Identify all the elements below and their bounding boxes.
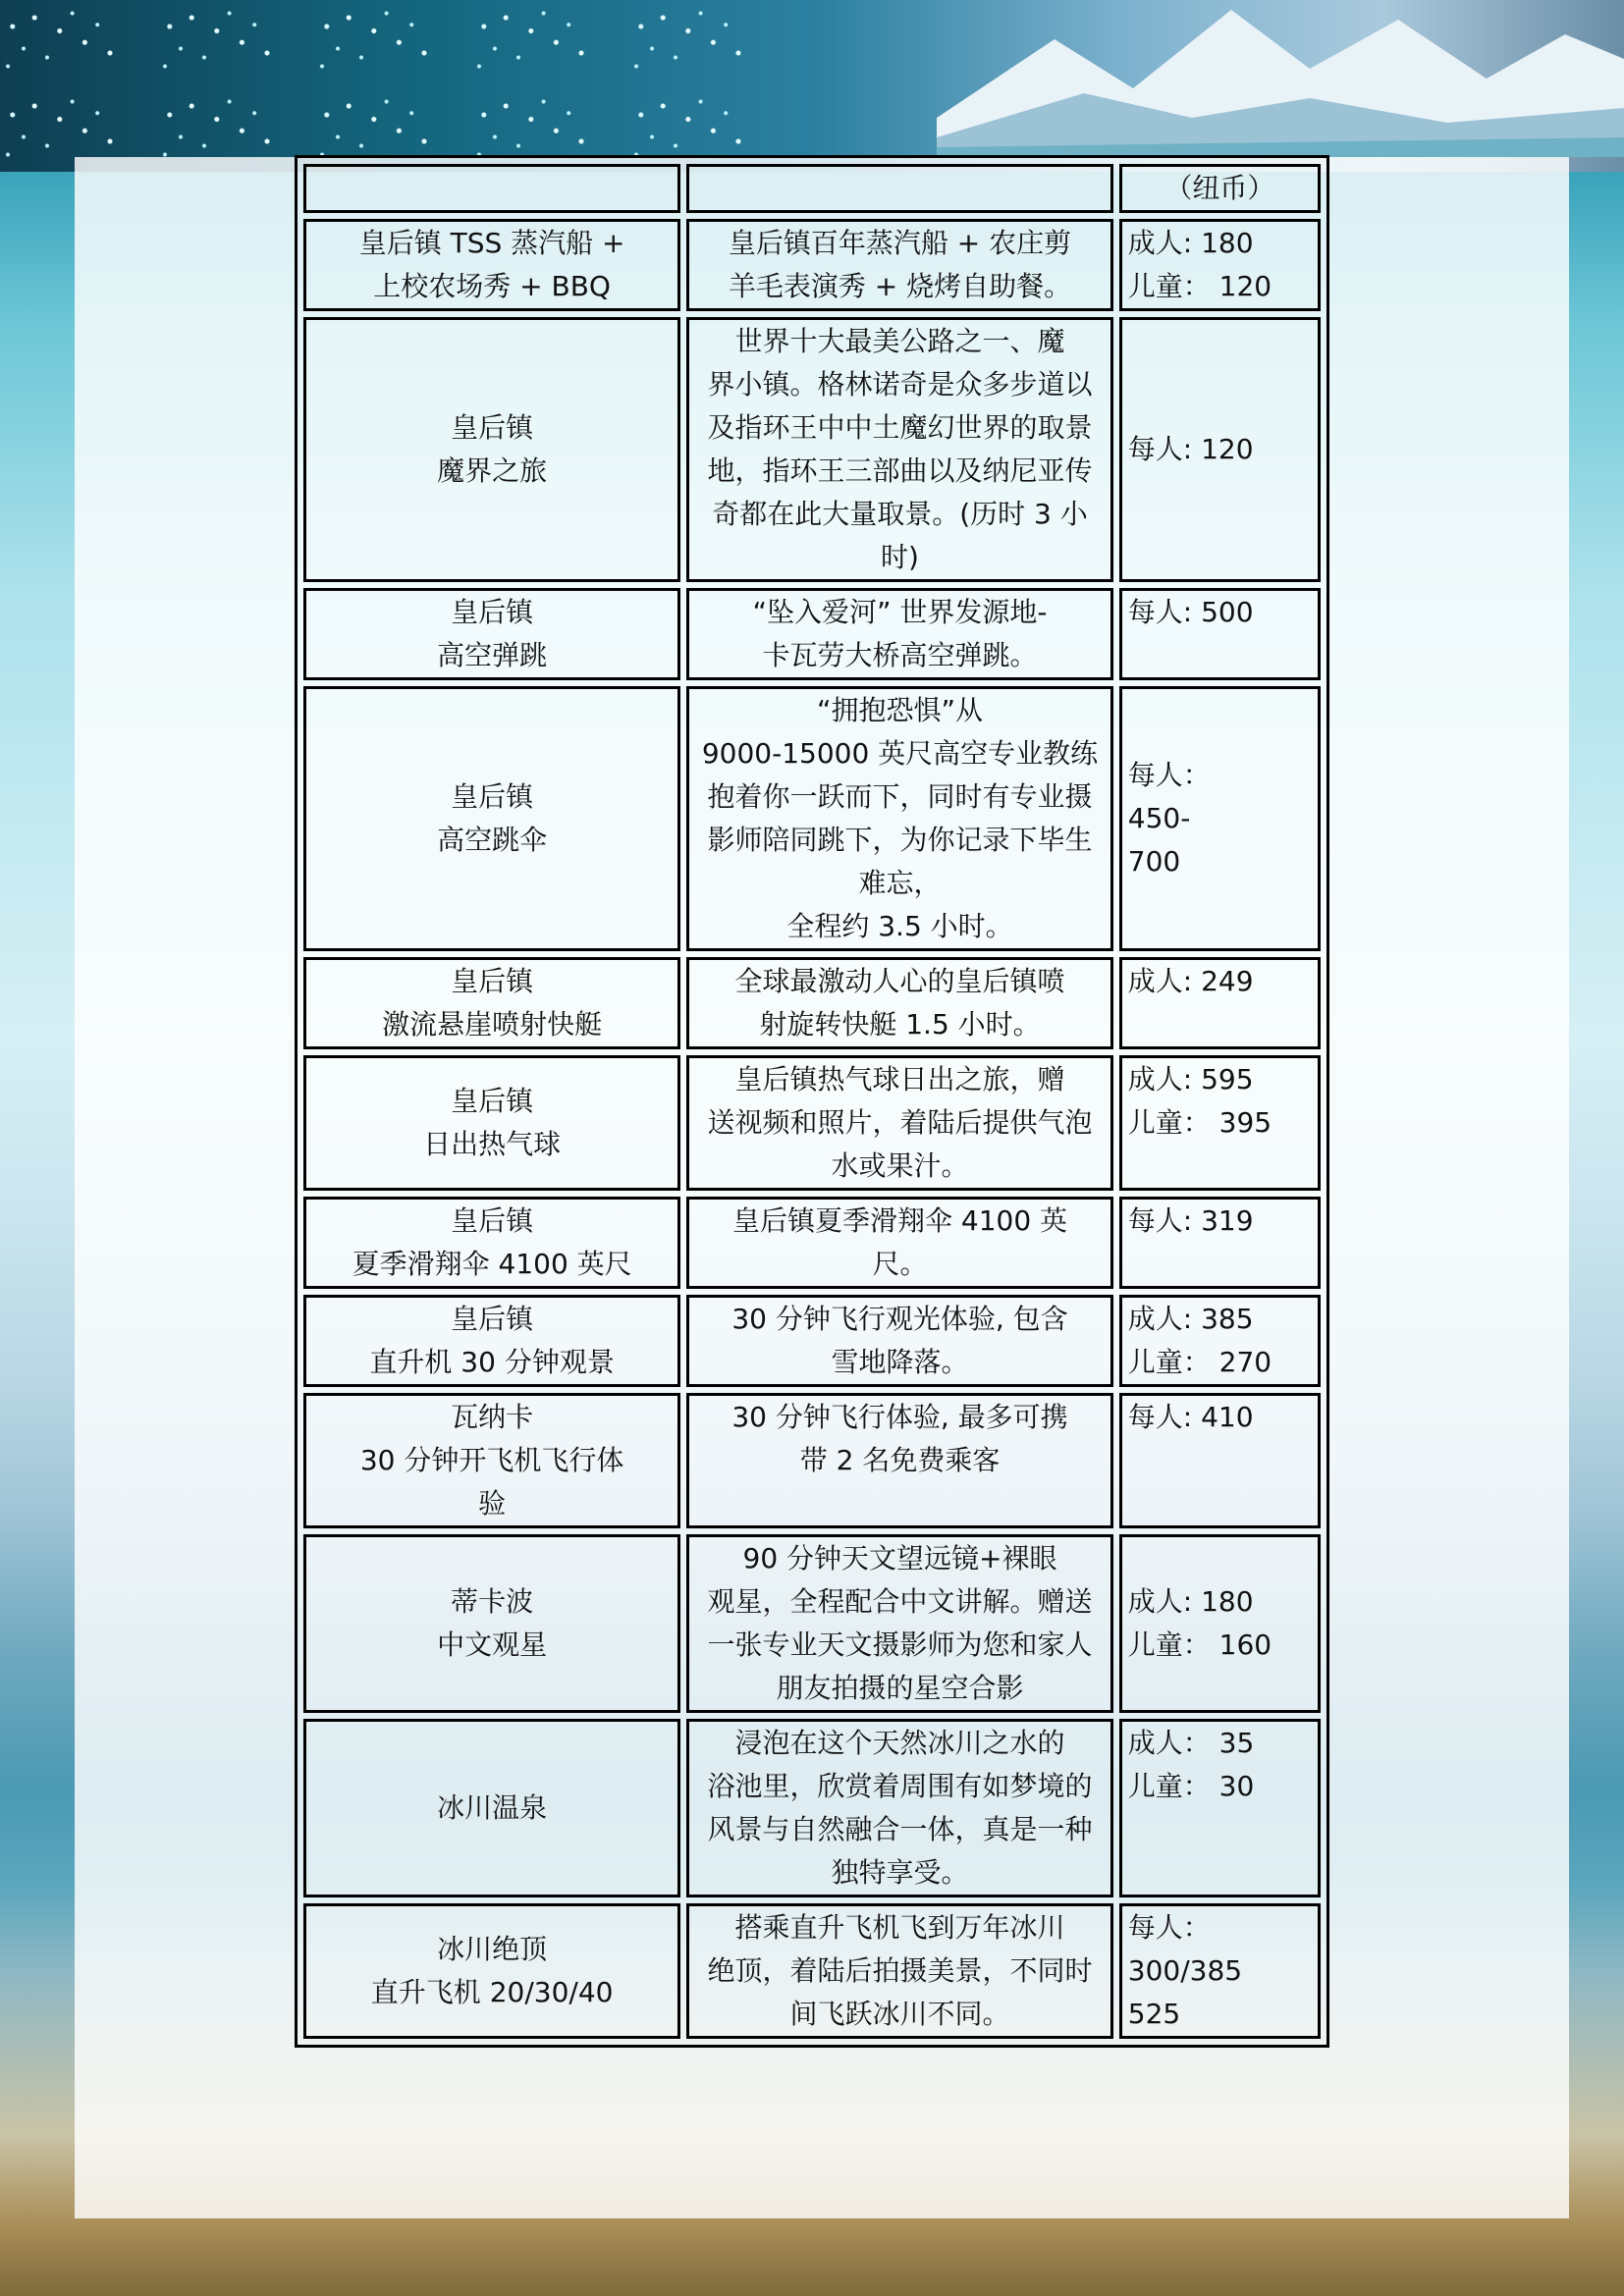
activity-name-cell-line: 日出热气球 (423, 1128, 562, 1160)
activity-description-cell-line: 9000-15000 英尺高空专业教练 (701, 737, 1099, 770)
activity-name-cell-line: 皇后镇 (451, 1085, 534, 1117)
activity-description-cell-line: 浴池里，欣赏着周围有如梦境的 (707, 1770, 1093, 1802)
activity-description-cell-line: 浸泡在这个天然冰川之水的 (734, 1727, 1065, 1759)
activity-name-cell (303, 1393, 680, 1528)
activity-price-cell-line (1128, 1851, 1312, 1895)
activity-description-cell-line: 地，指环王三部曲以及纳尼亚传 (707, 454, 1093, 487)
activity-price-cell-line: 成人: 595 (1127, 1063, 1254, 1095)
activity-name-cell (303, 1719, 680, 1897)
activity-name-cell-line: 皇后镇 (451, 1303, 534, 1335)
activity-description-cell-line: “坠入爱河” 世界发源地- (752, 596, 1048, 628)
activity-name-cell-line: 中文观星 (437, 1629, 548, 1661)
activity-price-cell (1119, 317, 1321, 582)
activity-description-cell-line: 世界十大最美公路之一、魔 (734, 325, 1065, 357)
activity-name-cell-line: 皇后镇 (451, 596, 534, 628)
tour-price-table-wrapper (295, 155, 1329, 2048)
activity-price-cell-line: 700 (1127, 845, 1181, 878)
activity-name-cell (303, 317, 680, 582)
table-row (303, 1055, 1321, 1191)
activity-price-cell-line: 儿童： 30 (1127, 1770, 1255, 1802)
table-row (303, 1719, 1321, 1897)
activity-price-cell-line: 成人: 180 (1127, 227, 1254, 259)
activity-description-cell-line: 皇后镇热气球日出之旅，赠 (734, 1063, 1065, 1095)
header-cell-desc (686, 164, 1113, 213)
activity-description-cell-line: 难忘， (858, 867, 942, 899)
activity-name-cell (303, 1534, 680, 1713)
table-row (303, 957, 1321, 1049)
activity-description-cell (686, 219, 1113, 311)
activity-price-cell (1119, 219, 1321, 311)
activity-name-cell-line: 高空跳伞 (437, 824, 548, 856)
activity-description-cell-line: 带 2 名免费乘客 (799, 1444, 1001, 1476)
activity-name-cell-line: 激流悬崖喷射快艇 (382, 1008, 603, 1041)
activity-description-cell-line: 皇后镇百年蒸汽船 + 农庄剪 (728, 227, 1072, 259)
activity-price-cell-line: 成人: 249 (1127, 965, 1254, 997)
activity-price-cell-line: 每人: 319 (1127, 1204, 1254, 1237)
activity-description-cell (686, 957, 1113, 1049)
activity-price-cell-line (1128, 1439, 1312, 1482)
activity-name-cell-line: 高空弹跳 (437, 639, 548, 671)
activity-description-cell-line: 送视频和照片，着陆后提供气泡 (707, 1106, 1093, 1139)
activity-description-cell-line: “拥抱恐惧”从 (817, 694, 984, 726)
activity-description-cell-line: 羊毛表演秀 + 烧烤自助餐。 (728, 270, 1072, 302)
activity-price-cell-line (1128, 1145, 1312, 1188)
activity-price-cell-line: 儿童： 120 (1127, 270, 1272, 302)
activity-description-cell (686, 317, 1113, 582)
activity-name-cell-line: 皇后镇 TSS 蒸汽船 + (358, 227, 625, 259)
activity-price-cell-line: 300/385 (1127, 1954, 1243, 1987)
activity-description-cell-line: 30 分钟飞行观光体验, 包含 (731, 1303, 1068, 1335)
activity-description-cell-line: 影师陪同跳下，为你记录下毕生 (707, 824, 1093, 856)
table-row (303, 1393, 1321, 1528)
activity-name-cell-line: 皇后镇 (451, 1204, 534, 1237)
activity-description-cell (686, 1393, 1113, 1528)
activity-price-cell (1119, 1197, 1321, 1289)
activity-description-cell-line: 及指环王中中土魔幻世界的取景 (707, 411, 1093, 444)
activity-description-cell-line: 绝顶，着陆后拍摄美景，不同时 (707, 1954, 1093, 1987)
activity-name-cell-line: 冰川温泉 (437, 1791, 548, 1824)
activity-description-cell (686, 588, 1113, 680)
activity-description-cell (686, 1055, 1113, 1191)
activity-price-cell (1119, 1903, 1321, 2039)
glowworm-stars-decoration (0, 0, 785, 172)
activity-name-cell (303, 1197, 680, 1289)
activity-description-cell-line: 全程约 3.5 小时。 (786, 910, 1013, 942)
activity-name-cell (303, 957, 680, 1049)
activity-name-cell (303, 588, 680, 680)
activity-description-cell (686, 1197, 1113, 1289)
activity-price-cell-line: 每人： (1127, 759, 1211, 791)
table-header-row (303, 164, 1321, 213)
activity-price-cell (1119, 1534, 1321, 1713)
activity-price-cell-line: 每人: 410 (1127, 1401, 1254, 1433)
activity-name-cell-line: 蒂卡波 (451, 1585, 534, 1618)
activity-price-cell-line: 450- (1127, 802, 1191, 834)
snow-mountains-illustration (937, 0, 1624, 157)
activity-name-cell (303, 686, 680, 951)
activity-price-cell (1119, 957, 1321, 1049)
activity-price-cell-line: 每人: 120 (1127, 433, 1254, 465)
activity-name-cell-line: 验 (478, 1487, 507, 1520)
activity-name-cell-line: 瓦纳卡 (451, 1401, 534, 1433)
activity-name-cell (303, 1903, 680, 2039)
table-row (303, 1903, 1321, 2039)
activity-price-cell-line: 成人: 385 (1127, 1303, 1254, 1335)
activity-description-cell-line: 卡瓦劳大桥高空弹跳。 (762, 639, 1038, 671)
activity-description-cell-line: 30 分钟飞行体验, 最多可携 (731, 1401, 1068, 1433)
activity-description-cell-line: 尺。 (872, 1248, 928, 1280)
activity-name-cell-line: 直升飞机 20/30/40 (370, 1976, 614, 2008)
activity-description-cell-line: 抱着你一跃而下，同时有专业摄 (707, 780, 1093, 813)
activity-price-cell (1119, 1055, 1321, 1191)
activity-name-cell-line: 皇后镇 (451, 780, 534, 813)
table-row (303, 317, 1321, 582)
activity-description-cell-line: 独特享受。 (831, 1856, 969, 1889)
activity-description-cell-line (695, 1482, 1105, 1525)
activity-name-cell-line: 直升机 30 分钟观景 (369, 1346, 615, 1378)
activity-price-cell-line: 儿童： 160 (1127, 1629, 1272, 1661)
activity-price-cell (1119, 1295, 1321, 1387)
activity-description-cell-line: 奇都在此大量取景。(历时 3 小时) (712, 498, 1088, 573)
tour-price-table (295, 155, 1329, 2048)
activity-description-cell-line: 射旋转快艇 1.5 小时。 (759, 1008, 1041, 1041)
activity-description-cell (686, 686, 1113, 951)
activity-name-cell-line: 魔界之旅 (437, 454, 548, 487)
activity-price-cell-line (1128, 1003, 1312, 1046)
activity-description-cell (686, 1295, 1113, 1387)
activity-name-cell (303, 219, 680, 311)
activity-description-cell-line: 间飞跃冰川不同。 (789, 1998, 1010, 2030)
activity-name-cell-line: 夏季滑翔伞 4100 英尺 (352, 1248, 632, 1280)
activity-price-cell-line: 成人: 180 (1127, 1585, 1254, 1618)
table-row (303, 1197, 1321, 1289)
activity-description-cell-line: 雪地降落。 (831, 1346, 969, 1378)
activity-name-cell-line: 冰川绝顶 (437, 1933, 548, 1965)
activity-price-cell-line: 儿童： 270 (1127, 1346, 1272, 1378)
activity-description-cell (686, 1719, 1113, 1897)
activity-description-cell-line: 皇后镇夏季滑翔伞 4100 英 (731, 1204, 1068, 1237)
activity-description-cell-line: 90 分钟天文望远镜+裸眼 (742, 1542, 1057, 1575)
activity-price-cell-line: 成人： 35 (1127, 1727, 1255, 1759)
activity-price-cell-line: 每人: 500 (1127, 596, 1254, 628)
activity-price-cell-line: 525 (1127, 1998, 1181, 2030)
activity-name-cell (303, 1295, 680, 1387)
activity-name-cell (303, 1055, 680, 1191)
activity-price-cell-line (1128, 1243, 1312, 1286)
header-cell-currency: （纽币） (1119, 164, 1321, 213)
activity-description-cell-line: 搭乘直升飞机飞到万年冰川 (734, 1911, 1065, 1944)
header-cell-name (303, 164, 680, 213)
activity-description-cell-line: 风景与自然融合一体，真是一种 (707, 1813, 1093, 1845)
activity-price-cell (1119, 1719, 1321, 1897)
activity-price-cell (1119, 588, 1321, 680)
table-row (303, 686, 1321, 951)
table-row (303, 1295, 1321, 1387)
activity-description-cell-line: 水或果汁。 (831, 1149, 969, 1182)
activity-price-cell-line: 每人： (1127, 1911, 1211, 1944)
activity-price-cell (1119, 1393, 1321, 1528)
activity-price-cell-line (1128, 1808, 1312, 1851)
table-row (303, 588, 1321, 680)
activity-description-cell (686, 1903, 1113, 2039)
activity-description-cell-line: 一张专业天文摄影师为您和家人 (707, 1629, 1093, 1661)
activity-price-cell-line: 儿童： 395 (1127, 1106, 1272, 1139)
activity-price-cell (1119, 686, 1321, 951)
activity-description-cell-line: 全球最激动人心的皇后镇喷 (734, 965, 1065, 997)
activity-description-cell (686, 1534, 1113, 1713)
activity-name-cell-line: 皇后镇 (451, 411, 534, 444)
activity-price-cell-line (1128, 634, 1312, 677)
activity-description-cell-line: 朋友拍摄的星空合影 (776, 1672, 1024, 1704)
activity-name-cell-line: 上校农场秀 + BBQ (373, 270, 611, 302)
activity-name-cell-line: 皇后镇 (451, 965, 534, 997)
table-row (303, 219, 1321, 311)
activity-name-cell-line: 30 分钟开飞机飞行体 (359, 1444, 624, 1476)
activity-price-cell-line (1128, 1482, 1312, 1525)
table-row (303, 1534, 1321, 1713)
activity-description-cell-line: 界小镇。格林诺奇是众多步道以 (707, 368, 1093, 400)
activity-description-cell-line: 观星，全程配合中文讲解。赠送 (707, 1585, 1093, 1618)
